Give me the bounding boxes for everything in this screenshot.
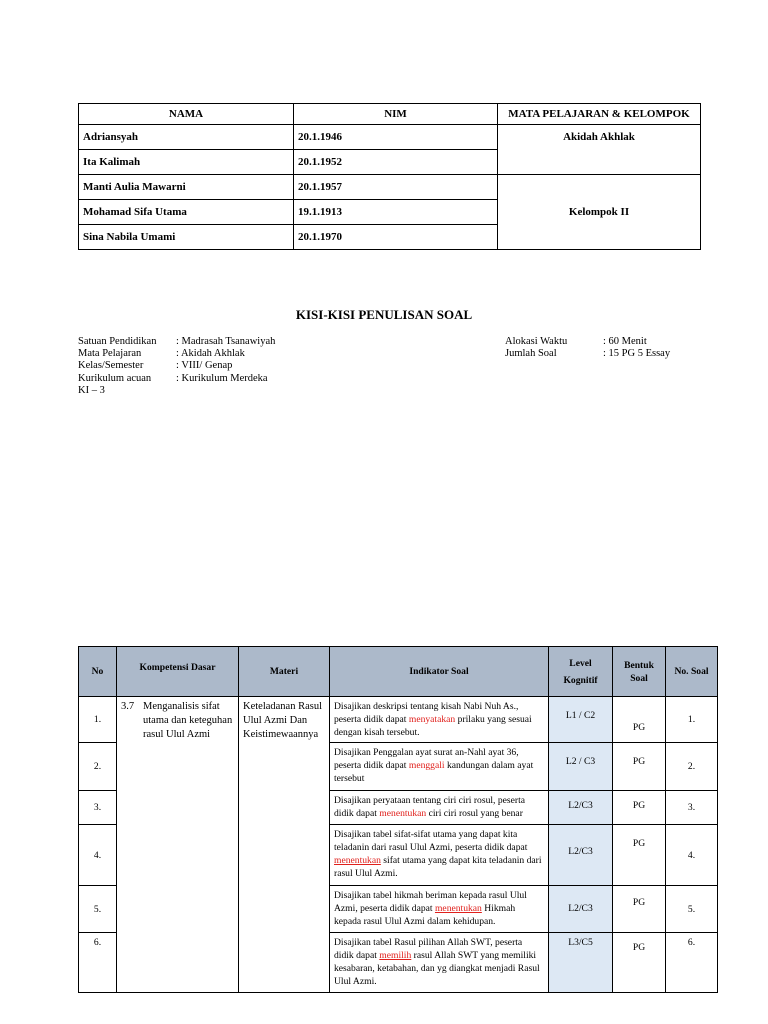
indikator-text: Disajikan tabel hikmah beriman kepada rasul Ulul Azmi, peserta didik dapat <box>334 890 527 914</box>
nosoal-cell: 4. <box>666 825 718 886</box>
indikator-cell <box>330 886 549 933</box>
info-right <box>505 336 670 360</box>
indikator-text: prilaku yang sesuai dengan kisah tersebut. <box>334 714 532 738</box>
member-nim: 20.1.1970 <box>294 225 498 250</box>
kd-number: 3.7 <box>121 701 135 712</box>
kd-text: Menganalisis sifat utama dan keteguhan rasul Ulul Azmi <box>143 701 233 740</box>
header-level: Level Kognitif <box>549 647 613 697</box>
nosoal-cell: 5. <box>666 886 718 933</box>
indikator-cell <box>330 743 549 791</box>
indikator-text: Disajikan tabel Rasul pilihan Allah SWT, peserta didik dapat <box>334 937 523 961</box>
members-table <box>78 103 701 250</box>
row-no: 1. <box>79 697 117 743</box>
indikator-text: Disajikan deskripsi tentang kisah Nabi Nuh As., peserta didik dapat <box>334 701 519 725</box>
subject-cell: Akidah Akhlak <box>498 125 701 175</box>
row-no: 3. <box>79 791 117 825</box>
info-key: Jumlah Soal <box>505 348 557 360</box>
bentuk-cell: PG <box>613 743 666 791</box>
header-bentuk: Bentuk Soal <box>613 647 666 697</box>
operational-verb: menyatakan <box>408 714 456 725</box>
bentuk-cell: PG <box>613 791 666 825</box>
table-row <box>79 175 701 200</box>
row-no: 5. <box>79 886 117 933</box>
level-cell: L1 / C2 <box>549 697 613 743</box>
nosoal-cell: 3. <box>666 791 718 825</box>
indikator-text: sifat utama yang dapat kita teladanin dari rasul Ulul Azmi. <box>334 855 542 879</box>
member-nim: 20.1.1952 <box>294 150 498 175</box>
group-cell: Kelompok II <box>498 175 701 250</box>
nosoal-cell: 6. <box>666 933 718 993</box>
row-no: 6. <box>79 933 117 993</box>
info-key: Satuan Pendidikan <box>78 336 157 347</box>
indikator-text: Disajikan peryataan tentang ciri ciri rosul, peserta didik dapat <box>334 795 525 819</box>
info-value: : Akidah Akhlak <box>176 348 245 360</box>
operational-verb: menentukan <box>334 855 381 866</box>
level-cell: L3/C5 <box>549 933 613 993</box>
info-left <box>78 336 275 397</box>
member-name: Ita Kalimah <box>79 150 294 175</box>
member-name: Sina Nabila Umami <box>79 225 294 250</box>
level-cell: L2/C3 <box>549 825 613 886</box>
nosoal-cell: 1. <box>666 697 718 743</box>
materi-cell: Keteladanan Rasul Ulul Azmi Dan Keistimewaannya <box>239 697 330 993</box>
header-nama: NAMA <box>79 104 294 125</box>
indikator-text: Disajikan tabel sifat-sifat utama yang dapat kita teladanin dari rasul Ulul Azmi, peserta didik dapat <box>334 829 528 853</box>
header-nosoal: No. Soal <box>666 647 718 697</box>
info-key: Mata Pelajaran <box>78 348 142 360</box>
operational-verb: menentukan <box>434 903 482 914</box>
level-cell: L2/C3 <box>549 791 613 825</box>
row-no: 4. <box>79 825 117 886</box>
document-title: KISI-KISI PENULISAN SOAL <box>295 307 473 322</box>
table-row <box>79 125 701 150</box>
level-cell: L2/C3 <box>549 886 613 933</box>
member-name: Manti Aulia Mawarni <box>79 175 294 200</box>
info-key: Alokasi Waktu <box>505 336 568 347</box>
info-value: : Kurikulum Merdeka <box>176 372 268 384</box>
member-nim: 20.1.1957 <box>294 175 498 200</box>
member-name: Mohamad Sifa Utama <box>79 200 294 225</box>
level-cell: L2 / C3 <box>549 743 613 791</box>
member-name: Adriansyah <box>79 125 294 150</box>
indikator-text: Disajikan Penggalan ayat surat an-Nahl ayat 36, peserta didik dapat <box>334 747 519 771</box>
indikator-text: ciri ciri rosul yang benar <box>426 808 523 819</box>
kisi-kisi-table <box>78 646 718 993</box>
indikator-cell <box>330 825 549 886</box>
indikator-cell <box>330 697 549 743</box>
row-no: 2. <box>79 743 117 791</box>
info-key: Kurikulum acuan <box>78 372 152 384</box>
member-nim: 20.1.1946 <box>294 125 498 150</box>
table-row <box>79 697 718 743</box>
operational-verb: menentukan <box>379 808 427 819</box>
bentuk-cell: PG <box>613 886 666 933</box>
info-key: Kelas/Semester <box>78 360 144 372</box>
info-value: : VIII/ Genap <box>176 360 233 372</box>
header-nim: NIM <box>294 104 498 125</box>
nosoal-cell: 2. <box>666 743 718 791</box>
bentuk-cell: PG <box>613 697 666 743</box>
header-materi: Materi <box>239 647 330 697</box>
info-value: : Madrasah Tsanawiyah <box>176 336 276 347</box>
indikator-text: Hikmah kepada rasul Ulul Azmi dalam kehidupan. <box>334 903 516 927</box>
header-mapel: MATA PELAJARAN & KELOMPOK <box>498 104 701 125</box>
member-nim: 19.1.1913 <box>294 200 498 225</box>
indikator-text: kandungan dalam ayat tersebut <box>334 760 534 784</box>
info-value: : 60 Menit <box>603 336 647 347</box>
header-no: No <box>79 647 117 697</box>
kd-cell <box>117 697 239 993</box>
indikator-cell <box>330 791 549 825</box>
bentuk-cell: PG <box>613 825 666 886</box>
ki-label: KI – 3 <box>78 384 105 396</box>
operational-verb: memilih <box>379 950 412 961</box>
operational-verb: menggali <box>408 760 445 771</box>
header-indikator: Indikator Soal <box>330 647 549 697</box>
indikator-text: rasul Allah SWT yang memiliki kesabaran, ketabahan, dan yg diangkat menjadi Rasul Ulul Azmi. <box>334 950 540 987</box>
bentuk-cell: PG <box>613 933 666 993</box>
info-value: : 15 PG 5 Essay <box>603 348 671 360</box>
header-kd: Kompetensi Dasar <box>117 647 239 697</box>
indikator-cell <box>330 933 549 993</box>
